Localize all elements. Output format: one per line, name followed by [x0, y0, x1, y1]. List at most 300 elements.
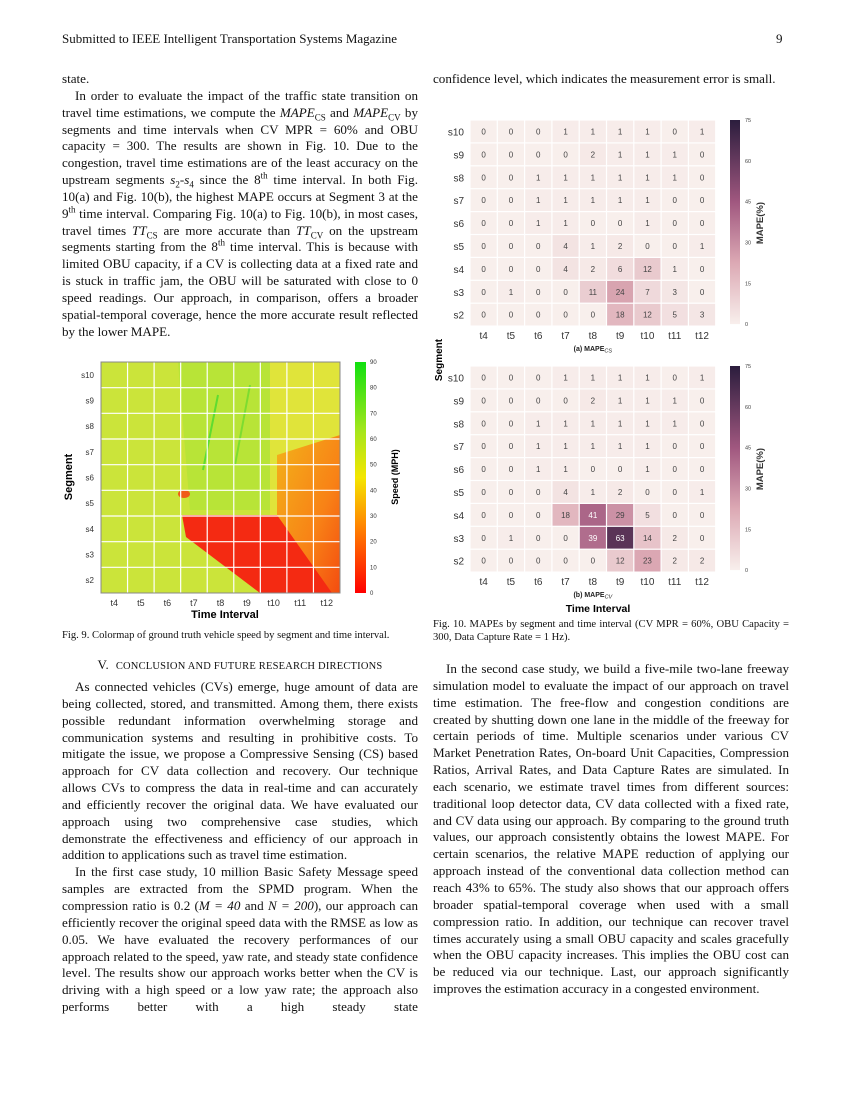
y-tick-label: s5: [85, 499, 94, 509]
cell-value: 3: [672, 287, 677, 297]
cell-value: 0: [563, 533, 568, 543]
colorbar-tick-label: 90: [370, 360, 377, 366]
cell-value: 2: [617, 241, 623, 251]
cell-value: 1: [645, 127, 650, 137]
cell-value: 1: [563, 196, 568, 206]
cell-value: 0: [508, 310, 514, 320]
cell-value: 0: [508, 150, 514, 160]
x-tick-label: t9: [615, 331, 625, 343]
text-run: ), our approach can efficiently recover the original speed data with the RMSE as low as 0.05. We have evaluated the recovery performances of our approach related to the speed, yaw rate, and steady state confidence level. The results show our approach works better when the CV is driving with a high speed or a low yaw rate; the approach also performs better with a high steady state: [62, 897, 419, 1015]
paragraph: [62, 71, 418, 88]
y-tick-label: s5: [453, 487, 464, 499]
cell-value: 0: [481, 219, 486, 229]
math-term: 2: [175, 179, 180, 190]
cell-value: 1: [672, 173, 677, 183]
math-term: N = 200: [267, 897, 314, 913]
cell-value: 0: [508, 373, 514, 383]
cell-value: 24: [615, 287, 625, 297]
mape-colorbar: [730, 366, 740, 570]
colorbar-tick-label: 60: [370, 437, 377, 443]
y-tick-label: s3: [85, 550, 94, 560]
cell-value: 0: [699, 287, 705, 297]
text-run: time interval. In both Fig. 10(a) and Fig. 10(b), the highest MAPE occurs at Segment 3 at the 9: [62, 172, 418, 221]
cell-value: 0: [699, 510, 705, 520]
heatmap-mape-cv: [448, 364, 766, 601]
cell-value: 0: [508, 442, 514, 452]
figure-10-mape-heatmaps: [433, 108, 803, 616]
text-run: As connected vehicles (CVs) emerge, huge amount of data are being collected, stored, and transmitted. Among them, there exists possible redundant information overwhelming storage and communication systems and resulting in prohibitive costs. To mitigate the issue, we propose a Compressive Sensing (CS) based approach for CV data collection and recovery. Our technique allows CVs to compress the data in real-time and can accurately and efficiently recover the original data. We have evaluated our approach using two comprehensive case studies, which demonstrate the effectiveness and efficiency of our approach in addition to applications such as travel time estimation.: [62, 679, 418, 863]
cell-value: 0: [617, 465, 623, 475]
colorbar-tick-label: 0: [745, 322, 749, 329]
cell-value: 1: [563, 173, 568, 183]
y-tick-label: s8: [453, 173, 464, 185]
cell-value: 0: [590, 219, 596, 229]
cell-value: 0: [536, 150, 541, 160]
x-tick-label: t7: [561, 577, 570, 589]
cell-value: 1: [590, 127, 596, 137]
left-column-conclusion: [62, 679, 418, 1016]
cell-value: 0: [536, 556, 541, 566]
cell-value: 1: [536, 196, 541, 206]
cell-value: 2: [672, 533, 677, 543]
cell-value: 1: [645, 396, 650, 406]
cell-value: 0: [481, 533, 486, 543]
math-term: CS: [146, 230, 158, 241]
cell-value: 1: [645, 373, 650, 383]
cell-value: 4: [563, 241, 568, 251]
cell-value: 1: [590, 196, 596, 206]
cell-value: 29: [615, 510, 625, 520]
y-tick-label: s9: [453, 396, 464, 408]
cell-value: 6: [617, 264, 623, 274]
x-tick-label: t11: [294, 598, 307, 608]
cell-value: 5: [645, 510, 650, 520]
text-run: In the first case study, 10 million Basic Safety Message speed samples are extracted from the SPMD program. When the compression ratio is 0.2 (: [62, 864, 418, 913]
cell-value: 0: [481, 373, 486, 383]
cell-value: 1: [536, 173, 541, 183]
text-run: confidence level, which indicates the measurement error is small.: [433, 71, 776, 86]
cell-value: 1: [536, 219, 541, 229]
subplot-title-sub: CV: [604, 594, 613, 601]
cell-value: 1: [699, 127, 705, 137]
cell-value: 1: [617, 173, 623, 183]
cell-value: 0: [481, 487, 486, 497]
cell-value: 0: [481, 442, 486, 452]
colorbar-tick-label: 0: [370, 591, 374, 597]
math-term: th: [217, 238, 225, 249]
high-speed-region: [178, 362, 270, 510]
y-tick-label: s8: [85, 422, 94, 432]
cell-value: 3: [699, 310, 705, 320]
cell-value: 1: [617, 373, 623, 383]
cell-value: 0: [563, 556, 568, 566]
cell-value: 0: [699, 442, 705, 452]
cell-value: 2: [699, 556, 705, 566]
colorbar-tick-label: 50: [370, 462, 377, 469]
subplot-title: [574, 346, 613, 355]
text-run: and: [240, 897, 268, 913]
x-tick-label: t9: [615, 577, 625, 589]
cell-value: 0: [699, 465, 705, 475]
math-term: th: [260, 170, 268, 181]
section-heading: [62, 657, 418, 673]
cell-value: 0: [536, 510, 541, 520]
x-tick-label: t11: [668, 331, 682, 343]
paragraph-conclusion-3: [433, 661, 789, 998]
cell-value: 0: [508, 127, 514, 137]
cell-value: 0: [481, 173, 486, 183]
cell-value: 0: [590, 310, 596, 320]
cell-value: 1: [590, 442, 596, 452]
cell-value: 0: [672, 465, 677, 475]
cell-value: 2: [590, 264, 596, 274]
cell-value: 1: [645, 219, 650, 229]
y-axis-label: Segment: [434, 338, 445, 382]
cell-value: 0: [481, 510, 486, 520]
x-tick-label: t4: [479, 331, 488, 343]
subplot-title-main: (b) MAPE: [573, 592, 605, 600]
text-run: and: [325, 104, 354, 120]
cell-value: 1: [617, 442, 623, 452]
cell-value: 11: [588, 287, 598, 297]
math-term: MAPE: [279, 104, 315, 120]
x-tick-label: t6: [534, 331, 543, 343]
colorbar-label: MAPE(%): [755, 201, 766, 245]
cell-value: 0: [672, 127, 677, 137]
cell-value: 0: [508, 487, 514, 497]
x-tick-label: t7: [561, 331, 570, 343]
y-tick-label: s7: [85, 447, 94, 457]
cell-value: 12: [642, 264, 652, 274]
x-tick-label: t9: [243, 598, 251, 608]
paragraph-conclusion-1: [62, 679, 418, 864]
colorbar-label: Speed (MPH): [390, 449, 400, 505]
x-tick-label: t12: [695, 331, 710, 343]
cell-value: 1: [645, 442, 650, 452]
colorbar-tick-label: 75: [745, 364, 752, 370]
cell-value: 1: [645, 419, 650, 429]
x-tick-label: t4: [479, 577, 488, 589]
y-tick-label: s3: [453, 533, 464, 545]
cell-value: 0: [508, 510, 514, 520]
x-tick-label: t5: [137, 598, 145, 608]
cell-value: 14: [642, 533, 652, 543]
x-tick-label: t5: [506, 577, 516, 589]
cell-value: 0: [481, 310, 486, 320]
text-run: -: [179, 172, 185, 188]
cell-value: 0: [672, 373, 677, 383]
cell-value: 23: [642, 556, 652, 566]
cell-value: 0: [481, 556, 486, 566]
cell-value: 0: [563, 310, 568, 320]
colorbar-tick-label: 75: [745, 118, 752, 124]
cell-value: 39: [588, 533, 598, 543]
cell-value: 1: [617, 196, 623, 206]
cell-value: 1: [563, 373, 568, 383]
cell-value: 0: [536, 264, 541, 274]
cell-value: 0: [699, 533, 705, 543]
cell-value: 0: [481, 419, 486, 429]
y-tick-label: s7: [453, 442, 464, 454]
y-tick-label: s9: [85, 396, 94, 406]
colorbar-tick-label: 80: [370, 385, 377, 392]
section-number: V.: [97, 657, 109, 672]
cell-value: 0: [563, 396, 568, 406]
text-run: In order to evaluate the impact of the traffic state transition on travel time estimations, we compute the: [62, 87, 418, 120]
cell-value: 0: [508, 396, 514, 406]
math-term: M = 40: [198, 897, 241, 913]
cell-value: 12: [615, 556, 625, 566]
cell-value: 0: [672, 196, 677, 206]
cell-value: 1: [617, 396, 623, 406]
cell-value: 0: [563, 287, 568, 297]
cell-value: 1: [645, 150, 650, 160]
paragraph-conclusion-2: [62, 864, 418, 1016]
cell-value: 18: [615, 310, 625, 320]
cell-value: 1: [508, 533, 514, 543]
y-tick-label: s4: [85, 524, 94, 534]
text-run: In the second case study, we build a five-mile two-lane freeway simulation model to evaluate the impact of our approach on travel time estimation. The free-flow and congestion conditions are created by shutting down one lane in the middle of the freeway for certain periods of time. Multiple scenarios under various CV Market Penetration Rates, On-board Unit Capacities, Compression Ratios, Arrival Rates, and Data Capture Rates are simulated. In each scenario, we estimate travel times from different sources: traditional loop detector data, CV data collected with a fixed rate, and CV data using our approach. By comparing to the ground truth values, our approach consistently obtains the lowest MAPE. For certain scenarios, the relative MAPE reduction of applying our approach instead of the conventional data collection method can reach 43% to 65%. The study also shows that our approach offers broader spatial-temporal coverage when used with a small compression ratio. In addition, our technique can recover travel times accurately using a small OBU capacity and scales gracefully when the OBU capacity increases. This implies the OBU cost can be reduced via our technique. Last, our approach significantly improves the estimation accuracy in a congested environment.: [433, 661, 789, 997]
cell-value: 0: [508, 465, 514, 475]
x-tick-label: t5: [506, 331, 516, 343]
x-tick-label: t8: [216, 598, 225, 608]
cell-value: 1: [563, 442, 568, 452]
colorbar-tick-label: 0: [745, 568, 749, 575]
y-axis-label: Segment: [63, 453, 75, 501]
cell-value: 0: [699, 219, 705, 229]
text-run: on the upstream segments starting from the 8: [62, 222, 419, 255]
cell-value: 0: [645, 241, 650, 251]
cell-value: 0: [563, 150, 568, 160]
cell-value: 2: [590, 396, 596, 406]
right-column-conclusion: [433, 661, 789, 998]
cell-value: 0: [481, 150, 486, 160]
x-tick-label: t7: [190, 598, 198, 608]
cell-value: 0: [699, 419, 705, 429]
cell-value: 0: [481, 465, 486, 475]
paragraph-fig10-analysis: [62, 88, 418, 341]
y-tick-label: s6: [453, 465, 464, 477]
cell-value: 4: [563, 487, 568, 497]
colorbar-tick-label: 70: [370, 411, 377, 418]
y-tick-label: s6: [453, 219, 464, 231]
math-term: th: [68, 204, 76, 215]
cell-value: 0: [536, 533, 541, 543]
cell-value: 0: [699, 396, 705, 406]
right-column-top: [433, 71, 789, 88]
y-tick-label: s7: [453, 196, 464, 208]
cell-value: 0: [508, 556, 514, 566]
cell-value: 0: [481, 287, 486, 297]
y-tick-label: s8: [453, 419, 464, 431]
cell-value: 7: [645, 287, 650, 297]
congestion-onset: [178, 490, 190, 498]
cell-value: 0: [508, 264, 514, 274]
x-tick-label: t10: [640, 331, 655, 343]
x-tick-label: t4: [110, 598, 119, 608]
math-term: s: [184, 172, 190, 188]
mape-colorbar: [730, 120, 740, 324]
cell-value: 1: [699, 373, 705, 383]
cell-value: 1: [645, 465, 650, 475]
cell-value: 0: [590, 465, 596, 475]
cell-value: 0: [699, 150, 705, 160]
colorbar-tick-label: 60: [745, 404, 752, 411]
cell-value: 1: [590, 241, 596, 251]
cell-value: 1: [672, 264, 677, 274]
math-term: MAPE: [353, 104, 389, 120]
colorbar-tick-label: 10: [370, 565, 377, 572]
cell-value: 1: [590, 373, 596, 383]
cell-value: 0: [508, 173, 514, 183]
page-number: 9: [776, 31, 783, 46]
cell-value: 0: [590, 556, 596, 566]
cell-value: 0: [536, 287, 541, 297]
colorbar-tick-label: 45: [745, 199, 752, 206]
cell-value: 0: [699, 264, 705, 274]
figure-9-speed-colormap: [60, 355, 422, 625]
text-run: since the 8: [193, 172, 261, 188]
cell-value: 0: [672, 442, 677, 452]
cell-value: 1: [645, 173, 650, 183]
y-tick-label: s2: [453, 556, 464, 568]
x-tick-label: t12: [320, 598, 333, 608]
math-term: CV: [310, 230, 324, 241]
y-tick-label: s6: [85, 473, 94, 483]
cell-value: 0: [645, 487, 650, 497]
cell-value: 12: [642, 310, 652, 320]
y-tick-label: s10: [447, 127, 464, 139]
y-tick-label: s4: [453, 264, 464, 276]
cell-value: 1: [590, 173, 596, 183]
cell-value: 0: [699, 173, 705, 183]
y-tick-label: s9: [453, 150, 464, 162]
colorbar-tick-label: 20: [370, 539, 377, 546]
subplot-title-main: (a) MAPE: [573, 346, 605, 354]
cell-value: 0: [508, 219, 514, 229]
cell-value: 2: [590, 150, 596, 160]
math-term: CS: [314, 112, 326, 123]
cell-value: 0: [536, 127, 541, 137]
text-run: time interval. This is because with limited OBU capacity, if a CV is collecting data at a fixed rate and is stuck in traffic jam, the OBU will be saturated with close to 0 speed readings. Our approach, in comparison, offers a broader spatial-temporal coverage, hence the more accurate result reflected by the lower MAPE.: [62, 239, 418, 339]
y-tick-label: s2: [453, 310, 464, 322]
cell-value: 1: [672, 396, 677, 406]
x-tick-label: t10: [640, 577, 655, 589]
cell-value: 1: [699, 487, 705, 497]
cell-value: 0: [481, 196, 486, 206]
figure-9-caption: Fig. 9. Colormap of ground truth vehicle speed by segment and time interval.: [62, 630, 390, 641]
cell-value: 1: [672, 419, 677, 429]
cell-value: 63: [615, 533, 625, 543]
heatmap-mape-cs: [448, 118, 766, 355]
x-tick-label: t8: [588, 331, 598, 343]
math-term: s: [170, 172, 176, 188]
cell-value: 5: [672, 310, 677, 320]
text-run: state.: [62, 71, 90, 86]
colorbar-tick-label: 60: [745, 158, 752, 165]
math-term: TT: [296, 222, 311, 238]
x-tick-label: t10: [267, 598, 280, 608]
cell-value: 0: [672, 241, 677, 251]
colorbar-tick-label: 30: [370, 514, 377, 520]
cell-value: 0: [508, 419, 514, 429]
cell-value: 0: [481, 396, 486, 406]
math-term: CV: [388, 112, 401, 123]
cell-value: 0: [699, 196, 705, 206]
cell-value: 0: [672, 487, 677, 497]
x-tick-label: t12: [695, 577, 710, 589]
cell-value: 0: [672, 510, 677, 520]
subplot-title-sub: CS: [604, 348, 613, 355]
cell-value: 0: [672, 219, 677, 229]
cell-value: 1: [645, 196, 650, 206]
section-title: CONCLUSION AND FUTURE RESEARCH DIRECTIONS: [115, 661, 383, 672]
figure-10-caption: Fig. 10. MAPEs by segment and time interval (CV MPR = 60%, OBU Capacity = 300, Data Capture Rate = 1 Hz).: [433, 619, 789, 643]
y-tick-label: s4: [453, 510, 464, 522]
text-run: are more accurate than: [157, 222, 297, 238]
cell-value: 1: [590, 419, 596, 429]
cell-value: 0: [536, 310, 541, 320]
math-term: 4: [189, 179, 194, 190]
paragraph-continued: [433, 71, 789, 88]
cell-value: 2: [617, 487, 623, 497]
cell-value: 18: [561, 510, 571, 520]
cell-value: 0: [481, 264, 486, 274]
colorbar-tick-label: 15: [745, 281, 752, 288]
cell-value: 0: [508, 196, 514, 206]
cell-value: 1: [617, 419, 623, 429]
cell-value: 0: [617, 219, 623, 229]
x-axis-label: Time Interval: [565, 603, 631, 615]
cell-value: 1: [699, 241, 705, 251]
subplot-title: [573, 592, 613, 601]
colorbar-tick-label: 30: [745, 486, 752, 493]
cell-value: 0: [536, 396, 541, 406]
cell-value: 0: [481, 127, 486, 137]
text-run: by segments and time intervals when CV MPR = 60% and OBU capacity = 300. The results are shown in Fig. 10. Due to the congestion, travel time estimations are of the least accuracy on the upstream segments: [62, 104, 418, 188]
cell-value: 1: [590, 487, 596, 497]
colorbar-label: MAPE(%): [755, 447, 766, 491]
cell-value: 1: [563, 419, 568, 429]
colorbar-tick-label: 40: [370, 488, 377, 495]
y-tick-label: s10: [447, 373, 464, 385]
text-run: time interval. Comparing Fig. 10(a) to Fig. 10(b), in most cases, travel times: [62, 205, 418, 238]
cell-value: 4: [563, 264, 568, 274]
cell-value: 1: [563, 219, 568, 229]
cell-value: 1: [617, 127, 623, 137]
cell-value: 0: [508, 241, 514, 251]
math-term: TT: [131, 222, 147, 238]
cell-value: 41: [588, 510, 598, 520]
cell-value: 1: [672, 150, 677, 160]
cell-value: 0: [481, 241, 486, 251]
x-tick-label: t11: [668, 577, 682, 589]
cell-value: 2: [672, 556, 677, 566]
x-axis-label: Time Interval: [191, 609, 259, 621]
cell-value: 1: [508, 287, 514, 297]
colorbar-tick-label: 15: [745, 527, 752, 534]
y-tick-label: s3: [453, 287, 464, 299]
colorbar-tick-label: 30: [745, 240, 752, 247]
left-column-top: [62, 71, 418, 341]
cell-value: 1: [617, 150, 623, 160]
x-tick-label: t8: [588, 577, 598, 589]
cell-value: 1: [563, 465, 568, 475]
cell-value: 0: [536, 373, 541, 383]
y-tick-label: s10: [81, 370, 94, 380]
y-tick-label: s5: [453, 241, 464, 253]
y-tick-label: s2: [85, 576, 94, 586]
